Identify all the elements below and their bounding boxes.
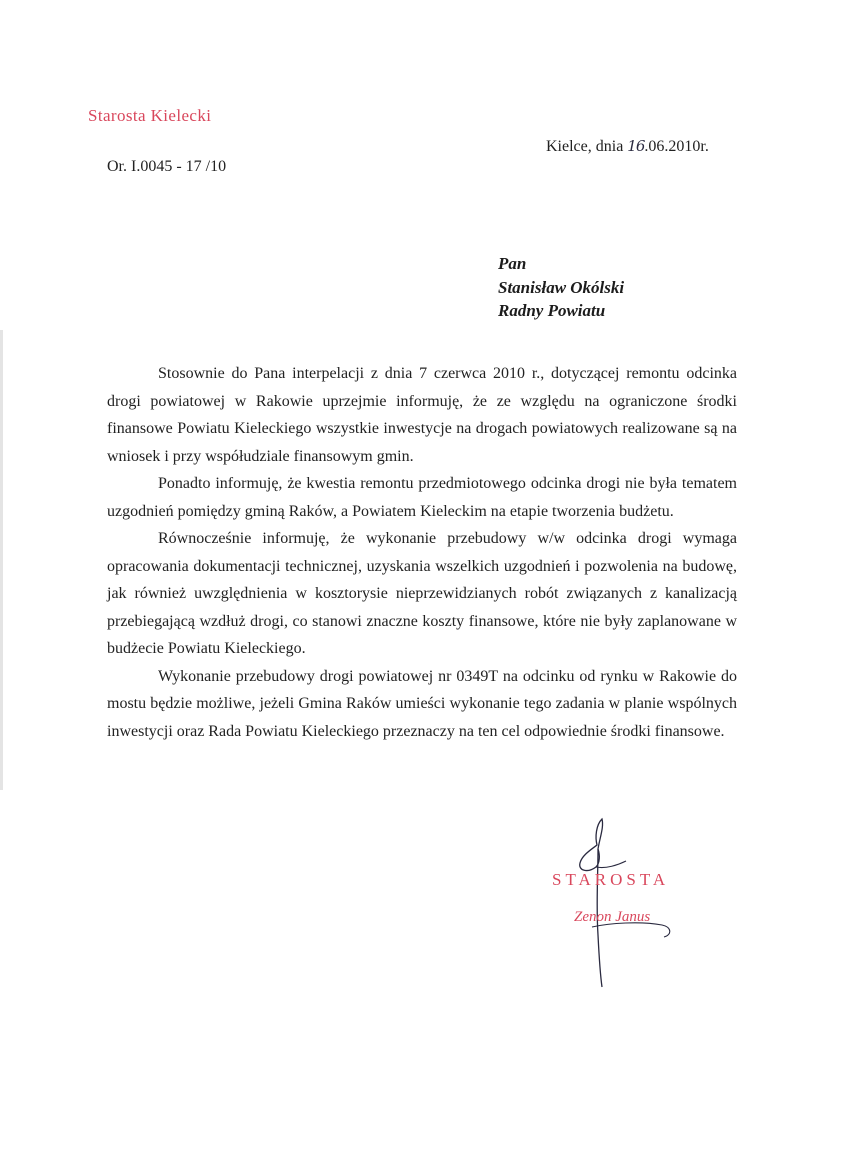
signature-name: Zenon Janus — [574, 909, 651, 925]
dateline-suffix: .06.2010r. — [644, 138, 709, 155]
recipient-name: Stanisław Okólski — [498, 277, 625, 297]
recipient-role: Radny Powiatu — [498, 301, 606, 320]
dateline-prefix: Kielce, dnia — [546, 138, 628, 155]
signature-title: STAROSTA — [552, 870, 670, 889]
recipient-block — [498, 252, 624, 323]
recipient-salutation: Pan — [498, 254, 527, 273]
handwritten-signature — [540, 815, 710, 1000]
signature-block — [540, 815, 710, 1000]
reference-number: Or. I.0045 - 17 /10 — [107, 158, 227, 175]
body-paragraph-1: Stosownie do Pana interpelacji z dnia 7 czerwca 2010 r., dotyczącej remontu odcinka drogi powiatowej w Rakowie uprzejmie informuję, że ze względu na ograniczone środki finansowe Powiatu Kieleckiego wszystkie inwestycje na drogach powiatowych realizowane są na wniosek i przy współudziale finansowym gmin. — [107, 365, 737, 465]
letterhead-stamp: Starosta Kielecki — [88, 106, 212, 125]
body-paragraph-3: Równocześnie informuję, że wykonanie przebudowy w/w odcinka drogi wymaga opracowania dokumentacji technicznej, uzyskania wszelkich uzgodnień i pozwolenia na budowę, jak również uwzględnienia w kosztorysie nieprzewidzianych robót związanych z kanalizacją przebiegającą wzdłuż drogi, co stanowi znaczne koszty finansowe, które nie były zaplanowane w budżecie Powiatu Kieleckiego. — [107, 530, 737, 657]
dateline — [546, 137, 709, 156]
dateline-day-handwritten: 16 — [627, 137, 645, 155]
scan-edge-shadow — [0, 330, 3, 790]
body-paragraph-4: Wykonanie przebudowy drogi powiatowej nr 0349T na odcinku od rynku w Rakowie do mostu będzie możliwe, jeżeli Gmina Raków umieści wykonanie tego zadania w planie wspólnych inwestycji oraz Rada Powiatu Kieleckiego przeznaczy na ten cel odpowiednie środki finansowe. — [107, 667, 737, 740]
body-paragraph-2: Ponadto informuję, że kwestia remontu przedmiotowego odcinka drogi nie była tematem uzgodnień pomiędzy gminą Raków, a Powiatem Kieleckim na etapie tworzenia budżetu. — [107, 475, 737, 520]
letter-body — [107, 360, 737, 745]
